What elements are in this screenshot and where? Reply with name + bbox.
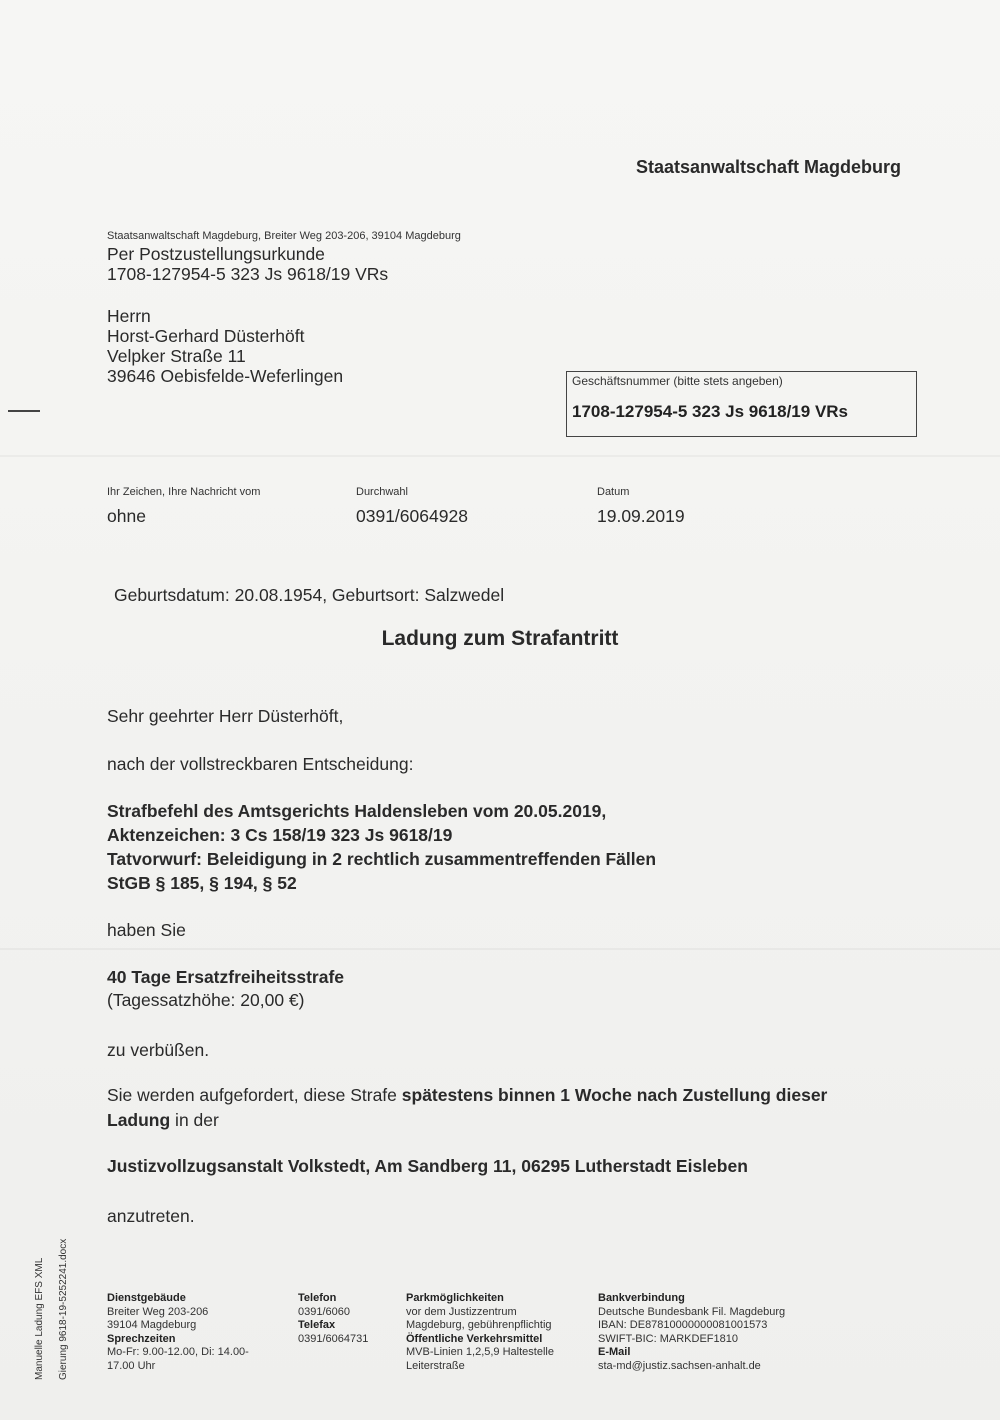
footer-hours-line: 17.00 Uhr (107, 1359, 156, 1372)
footer-email-label: E-Mail (598, 1346, 631, 1358)
haben-sie-text: haben Sie (107, 920, 186, 940)
footer-bank-line: Deutsche Bundesbank Fil. Magdeburg (598, 1305, 786, 1318)
fold-line (0, 455, 1000, 457)
request-deadline: spätestens binnen 1 Woche nach Zustellung dieser (401, 1085, 828, 1105)
footer-parking-line: vor dem Justizzentrum (406, 1305, 517, 1318)
footer-transit-line: Leiterstraße (406, 1359, 465, 1372)
footer-building-line: 39104 Magdeburg (107, 1319, 197, 1331)
request-line-2 (107, 1110, 219, 1131)
footer-building (107, 1292, 249, 1373)
institution-text: Justizvollzugsanstalt Volkstedt, Am Sandberg 11, 06295 Lutherstadt Eisleben (107, 1156, 748, 1176)
sentence-text: 40 Tage Ersatzfreiheitsstrafe (107, 967, 345, 987)
direct-dial-label: Durchwahl (356, 486, 408, 498)
direct-dial-value: 0391/6064928 (356, 506, 468, 526)
daily-rate-text: (Tagessatzhöhe: 20,00 €) (107, 990, 305, 1010)
reference-label: Geschäftsnummer (bitte stets angeben) (572, 374, 783, 388)
decision-line: StGB § 185, § 194, § 52 (107, 873, 297, 893)
birth-info: Geburtsdatum: 20.08.1954, Geburtsort: Salzwedel (114, 585, 505, 605)
footer-bank (598, 1292, 785, 1373)
date-label: Datum (597, 486, 630, 498)
recipient-salutation: Herrn (107, 306, 151, 326)
delivery-method: Per Postzustellungsurkunde (107, 244, 325, 264)
closing-text: anzutreten. (107, 1206, 195, 1226)
recipient-city: 39646 Oebisfelde-Weferlingen (107, 366, 344, 386)
request-suffix: in der (170, 1110, 219, 1130)
footer-parking-label: Parkmöglichkeiten (406, 1292, 504, 1304)
document-title: Ladung zum Strafantritt (381, 627, 619, 650)
footer-parking (406, 1292, 554, 1373)
footer-phone-number: 0391/6060 (298, 1305, 350, 1318)
sender-reference: 1708-127954-5 323 Js 9618/19 VRs (107, 264, 389, 284)
doc-id-note: Gierung 9618-19-5252241.docx (58, 1238, 69, 1380)
footer-transit-label: Öffentliche Verkehrsmittel (406, 1332, 543, 1345)
decision-line: Tatvorwurf: Beleidigung in 2 rechtlich zusammentreffenden Fällen (107, 849, 657, 869)
zu-verbuessen-text: zu verbüßen. (107, 1040, 210, 1060)
recipient-street: Velpker Straße 11 (107, 346, 246, 366)
decision-line: Aktenzeichen: 3 Cs 158/19 323 Js 9618/19 (107, 825, 453, 845)
footer-phone (298, 1292, 368, 1346)
form-name-note: Manuelle Ladung EFS XML (34, 1257, 45, 1380)
footer-parking-line: Magdeburg, gebührenpflichtig (406, 1319, 552, 1331)
footer-bank-line: IBAN: DE87810000000081001573 (598, 1319, 768, 1331)
footer-hours-label: Sprechzeiten (107, 1332, 176, 1345)
fold-mark (8, 410, 40, 412)
return-address: Staatsanwaltschaft Magdeburg, Breiter Weg 203-206, 39104 Magdeburg (107, 230, 461, 242)
footer-building-label: Dienstgebäude (107, 1292, 186, 1304)
request-ladung: Ladung (107, 1110, 171, 1130)
date-value: 19.09.2019 (597, 506, 685, 526)
footer-hours-line: Mo-Fr: 9.00-12.00, Di: 14.00- (107, 1346, 249, 1358)
reference-box (566, 371, 917, 437)
your-ref-value: ohne (107, 506, 146, 526)
intro-text: nach der vollstreckbaren Entscheidung: (107, 754, 414, 774)
footer-transit-line: MVB-Linien 1,2,5,9 Haltestelle (406, 1346, 554, 1358)
reference-number: 1708-127954-5 323 Js 9618/19 VRs (572, 402, 849, 421)
recipient-name: Horst-Gerhard Düsterhöft (107, 326, 305, 346)
footer-phone-label: Telefon (298, 1292, 337, 1304)
fold-line (0, 948, 1000, 950)
footer-fax-number: 0391/6064731 (298, 1332, 369, 1345)
footer-bank-line: SWIFT-BIC: MARKDEF1810 (598, 1332, 738, 1345)
footer-email-link[interactable]: sta-md@justiz.sachsen-anhalt.de (598, 1359, 761, 1372)
authority-heading: Staatsanwaltschaft Magdeburg (636, 157, 902, 177)
footer-bank-label: Bankverbindung (598, 1292, 685, 1304)
footer-building-line: Breiter Weg 203-206 (107, 1305, 209, 1318)
greeting: Sehr geehrter Herr Düsterhöft, (107, 706, 344, 726)
request-line-1 (107, 1085, 827, 1106)
request-prefix: Sie werden aufgefordert, diese Strafe (107, 1085, 402, 1105)
decision-line: Strafbefehl des Amtsgerichts Haldensleben vom 20.05.2019, (107, 801, 607, 821)
footer-fax-label: Telefax (298, 1319, 336, 1331)
your-ref-label: Ihr Zeichen, Ihre Nachricht vom (107, 486, 261, 498)
